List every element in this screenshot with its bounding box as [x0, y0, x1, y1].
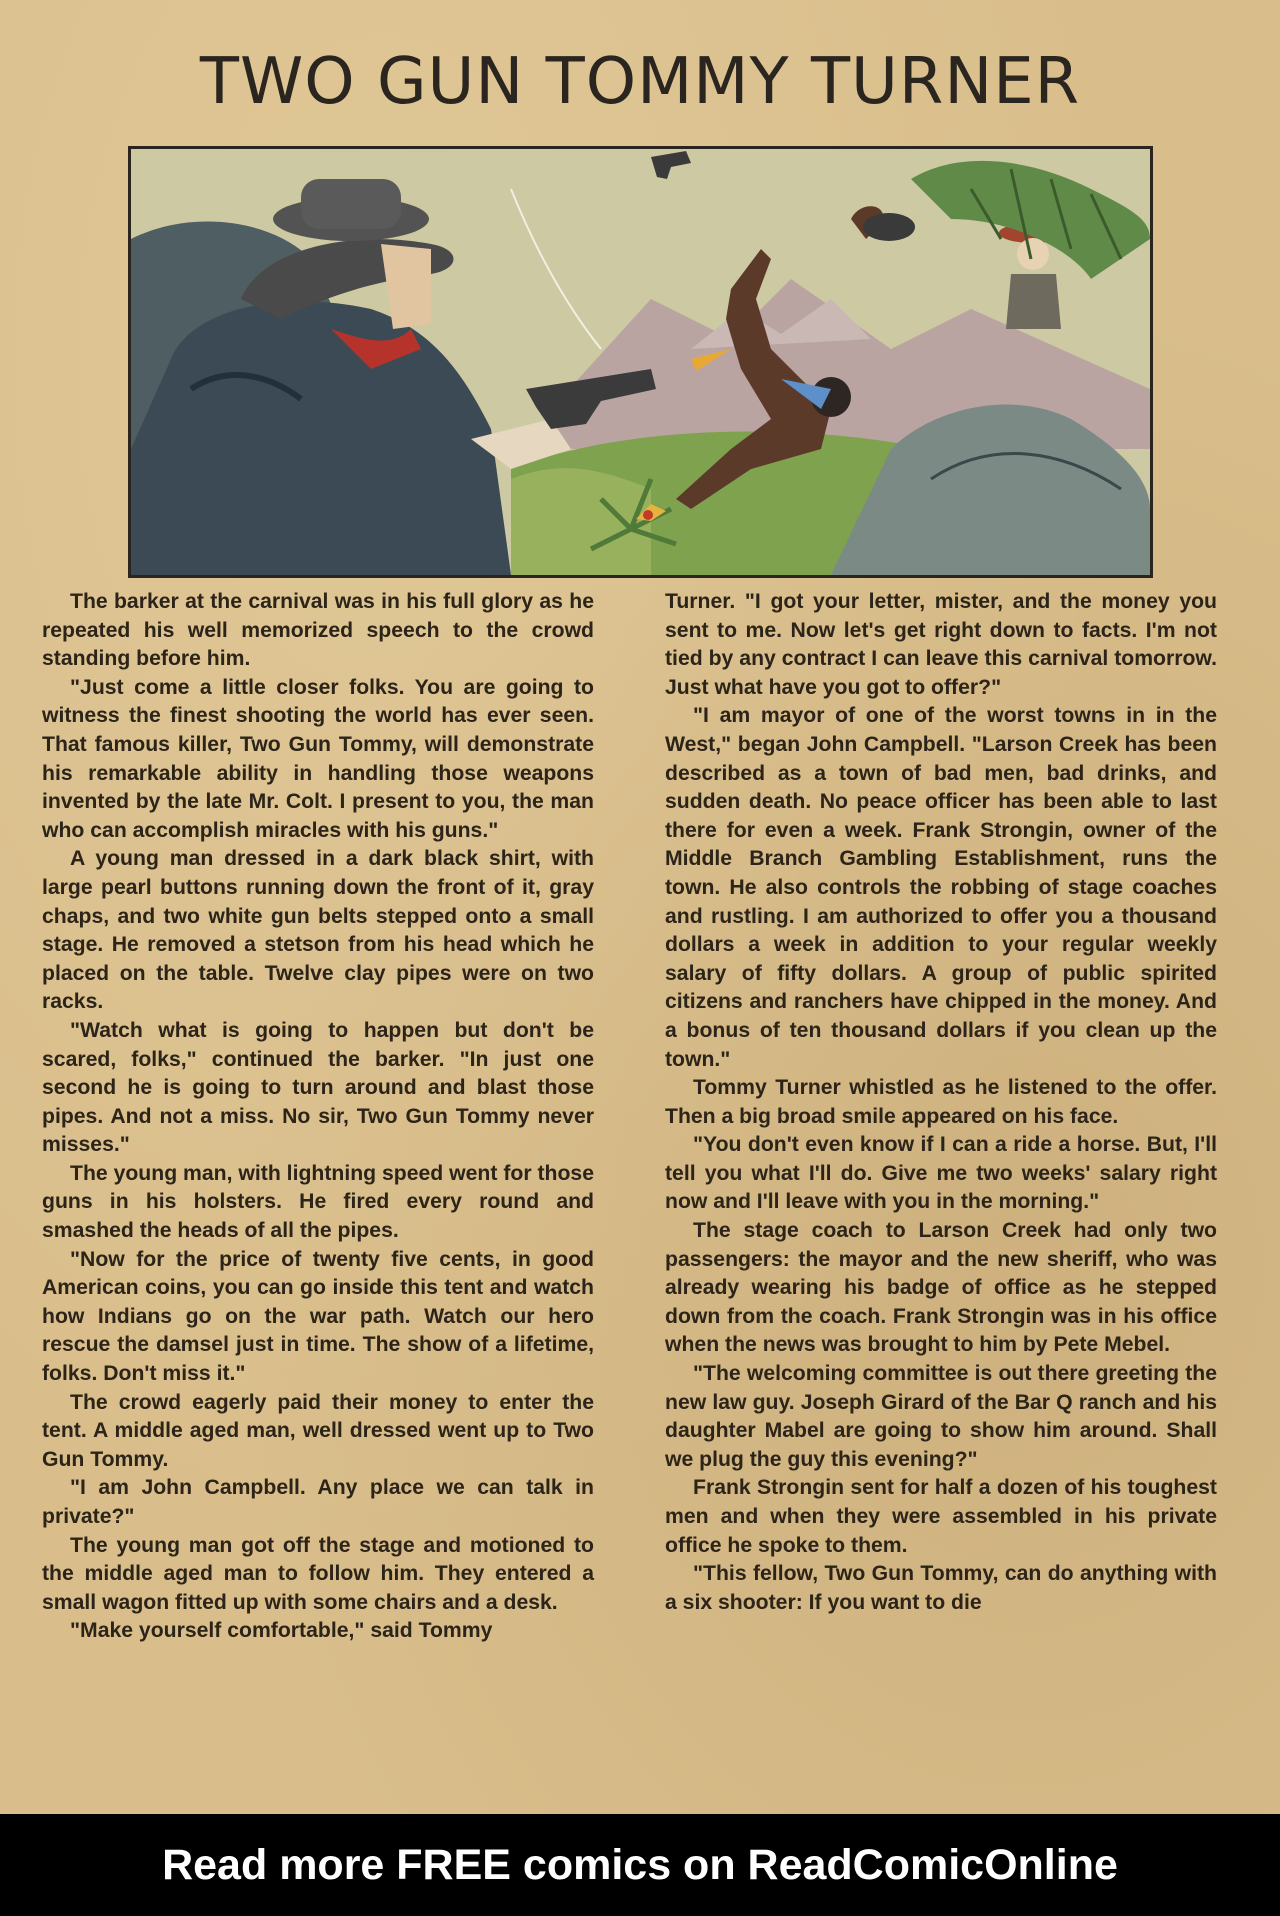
story-title: TWO GUN TOMMY TURNER	[199, 45, 1081, 119]
paragraph: Frank Strongin sent for half a dozen of his toughest men and when they were assembled in his private office he spoke to them.	[665, 1476, 1217, 1557]
paragraph: The crowd eagerly paid their money to enter the tent. A middle aged man, well dressed went up to Two Gun Tommy.	[42, 1390, 594, 1471]
paragraph: "Watch what is going to happen but don't be scared, folks," continued the barker. "In just one second he is going to turn around and blast those pipes. And not a miss. No sir, Two Gun Tommy never misses."	[42, 1018, 594, 1157]
paragraph: Turner. "I got your letter, mister, and the money you sent to me. Now let's get right down to facts. I'm not tied by any contract I can leave this carnival tomorrow. Just what have you got to offer?"	[665, 590, 1217, 699]
text-column-left	[42, 588, 594, 1646]
paragraph: The stage coach to Larson Creek had only two passengers: the mayor and the new sheriff, who was already wearing his badge of office as he stepped down from the coach. Frank Strongin was in his office when the news was brought to him by Pete Mebel.	[665, 1219, 1217, 1357]
paragraph: "Just come a little closer folks. You are going to witness the finest shooting the world has ever seen. That famous killer, Two Gun Tommy, will demonstrate his remarkable ability in handling those weapons invented by the late Mr. Colt. I present to you, the man who can accomplish miracles with his guns."	[42, 675, 594, 842]
paragraph: The young man got off the stage and motioned to the middle aged man to follow him. They entered a small wagon fitted up with some chairs and a desk.	[42, 1533, 594, 1614]
paragraph: "Make yourself comfortable," said Tommy	[70, 1619, 493, 1643]
paragraph: The barker at the carnival was in his full glory as he repeated his well memorized speech to the crowd standing before him.	[42, 590, 594, 671]
paragraph: Tommy Turner whistled as he listened to the offer. Then a big broad smile appeared on his face.	[665, 1076, 1217, 1128]
paragraph: "The welcoming committee is out there greeting the new law guy. Joseph Girard of the Bar Q ranch and his daughter Mabel are going to show him around. Shall we plug the guy this evening?"	[665, 1362, 1217, 1471]
text-column-right	[665, 588, 1217, 1617]
paragraph: A young man dressed in a dark black shirt, with large pearl buttons running down the front of it, gray chaps, and two white gun belts stepped onto a small stage. He removed a stetson from his head which he placed on the table. Twelve clay pipes were on two racks.	[42, 847, 594, 1014]
paragraph: "I am mayor of one of the worst towns in in the West," began John Campbell. "Larson Creek has been described as a town of bad men, bad drinks, and sudden death. No peace officer has been able to last there for even a week. Frank Strongin, owner of the Middle Branch Gambling Establishment, runs the town. He also controls the robbing of stage coaches and rustling. I am authorized to offer you a thousand dollars a week in addition to your regular weekly salary of fifty dollars. A group of public spirited citizens and ranchers have chipped in the money. And a bonus of ten thousand dollars if you clean up the town."	[665, 704, 1217, 1071]
paragraph: "You don't even know if I can a ride a horse. But, I'll tell you what I'll do. Give me two weeks' salary right now and I'll leave with you in the morning."	[665, 1133, 1217, 1214]
gunfight-illustration	[128, 146, 1153, 578]
promo-banner[interactable]: Read more FREE comics on ReadComicOnline	[0, 1814, 1280, 1916]
paragraph: "I am John Campbell. Any place we can talk in private?"	[42, 1476, 594, 1528]
paragraph: "Now for the price of twenty five cents, in good American coins, you can go inside this tent and watch how Indians go on the war path. Watch our hero rescue the damsel just in time. The show of a lifetime, folks. Don't miss it."	[42, 1247, 594, 1386]
grass-light	[511, 468, 651, 575]
paragraph: The young man, with lightning speed went for those guns in his holsters. He fired every round and smashed the heads of all the pipes.	[42, 1161, 594, 1243]
paragraph: "This fellow, Two Gun Tommy, can do anything with a six shooter: If you want to die	[665, 1562, 1217, 1614]
